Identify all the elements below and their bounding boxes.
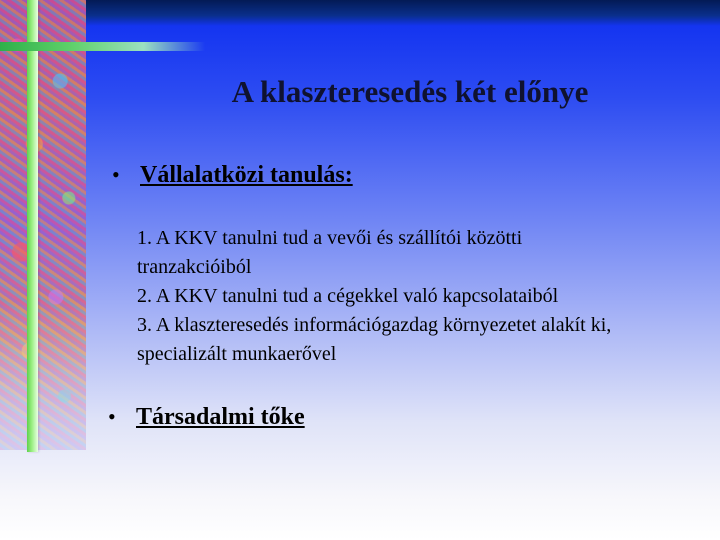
numbered-list xyxy=(137,224,717,369)
vertical-accent-bar xyxy=(27,0,38,452)
list-item: 3. A klaszteresedés információgazdag környezetet alakít ki, xyxy=(137,314,612,336)
list-item: specializált munkaerővel xyxy=(137,343,337,365)
list-item: 2. A KKV tanulni tud a cégekkel való kapcsolataiból xyxy=(137,285,559,307)
bullet-dot-icon: • xyxy=(108,404,116,429)
slide-title: A klaszteresedés két előnye xyxy=(231,74,589,109)
bullet-heading: Társadalmi tőke xyxy=(136,404,305,430)
list-item: tranzakcióiból xyxy=(137,256,252,278)
bullet-heading: Vállalatközi tanulás: xyxy=(140,162,353,188)
list-item: 1. A KKV tanulni tud a vevői és szállítói közötti xyxy=(137,227,523,249)
bullet-social-capital xyxy=(108,404,305,431)
texture-fade xyxy=(0,300,86,450)
bullet-interfirm-learning xyxy=(112,162,353,189)
top-decorative-band xyxy=(0,0,720,26)
bullet-dot-icon: • xyxy=(112,162,120,187)
horizontal-accent-bar xyxy=(0,42,205,51)
